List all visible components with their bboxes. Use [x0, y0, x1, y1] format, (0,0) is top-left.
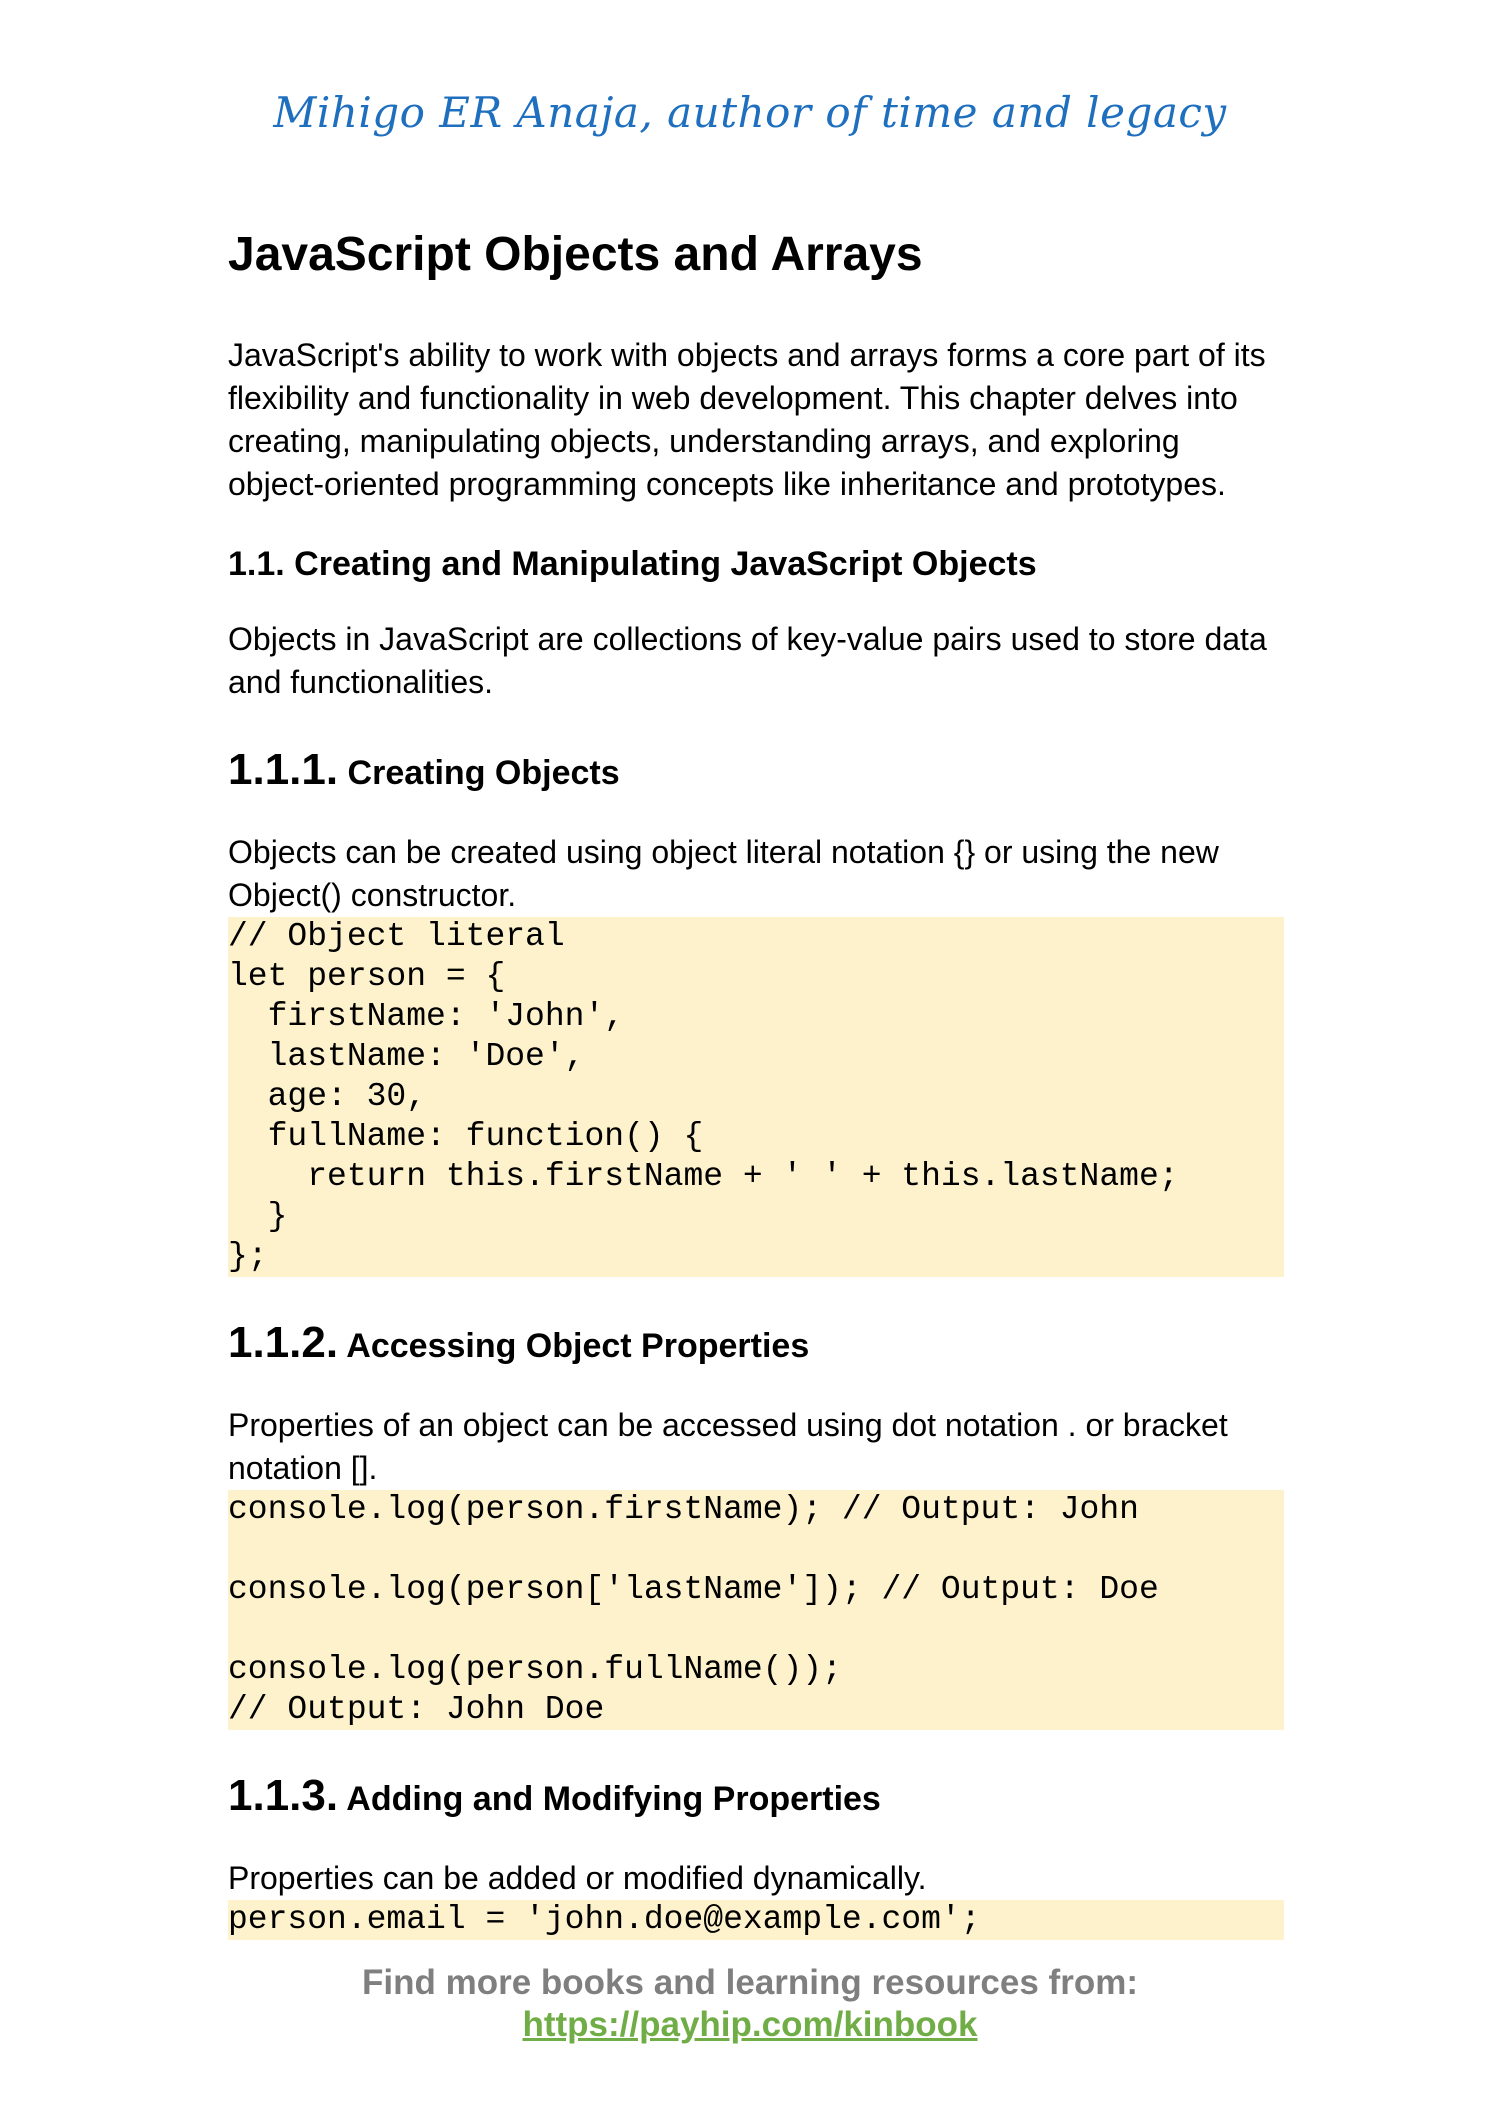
page-content [228, 226, 1284, 1940]
code-block-object-literal: // Object literal let person = { firstName: 'John', lastName: 'Doe', age: 30, fullName: function() { return this.firstName + ' ' + this.lastName; } }; [228, 917, 1284, 1277]
section-title: Adding and Modifying Properties [346, 1779, 881, 1818]
section-1-1-1-heading [228, 744, 1284, 797]
section-title: Creating Objects [347, 754, 620, 793]
author-header: Mihigo ER Anaja, author of time and legacy [273, 88, 1227, 137]
section-number: 1.1.3. [228, 1770, 339, 1820]
section-1-1-3-text: Properties can be added or modified dynamically. [228, 1859, 927, 1896]
footer-link[interactable]: https://payhip.com/kinbook [522, 2005, 978, 2044]
section-1-1-text: Objects in JavaScript are collections of key-value pairs used to store data and functionalities. [228, 621, 1267, 701]
section-1-1-heading: 1.1. Creating and Manipulating JavaScript Objects [228, 544, 1037, 583]
chapter-intro: JavaScript's ability to work with objects and arrays forms a core part of its flexibility and functionality in web development. This chapter delves into creating, manipulating objects, understanding arrays, and exploring object-oriented programming concepts like inheritance and prototypes. [228, 336, 1266, 502]
section-1-1-1-text: Objects can be created using object literal notation {} or using the new Object() constructor. [228, 834, 1219, 914]
section-number: 1.1.2. [228, 1318, 339, 1368]
section-1-1-3-heading [228, 1770, 1284, 1823]
footer-promo-text: Find more books and learning resources from: [362, 1963, 1138, 2002]
section-1-1-2-text: Properties of an object can be accessed using dot notation . or bracket notation []. [228, 1406, 1228, 1486]
section-title: Accessing Object Properties [346, 1327, 810, 1366]
section-1-1-2-heading [228, 1317, 1284, 1370]
footer [0, 1962, 1500, 2046]
code-block-add-property: person.email = 'john.doe@example.com'; [228, 1900, 1284, 1940]
code-block-access-properties: console.log(person.firstName); // Output: John console.log(person['lastName']); // Output: Doe console.log(person.fullName()); // Output: John Doe [228, 1490, 1284, 1730]
chapter-title: JavaScript Objects and Arrays [228, 228, 923, 281]
section-number: 1.1.1. [228, 745, 339, 795]
